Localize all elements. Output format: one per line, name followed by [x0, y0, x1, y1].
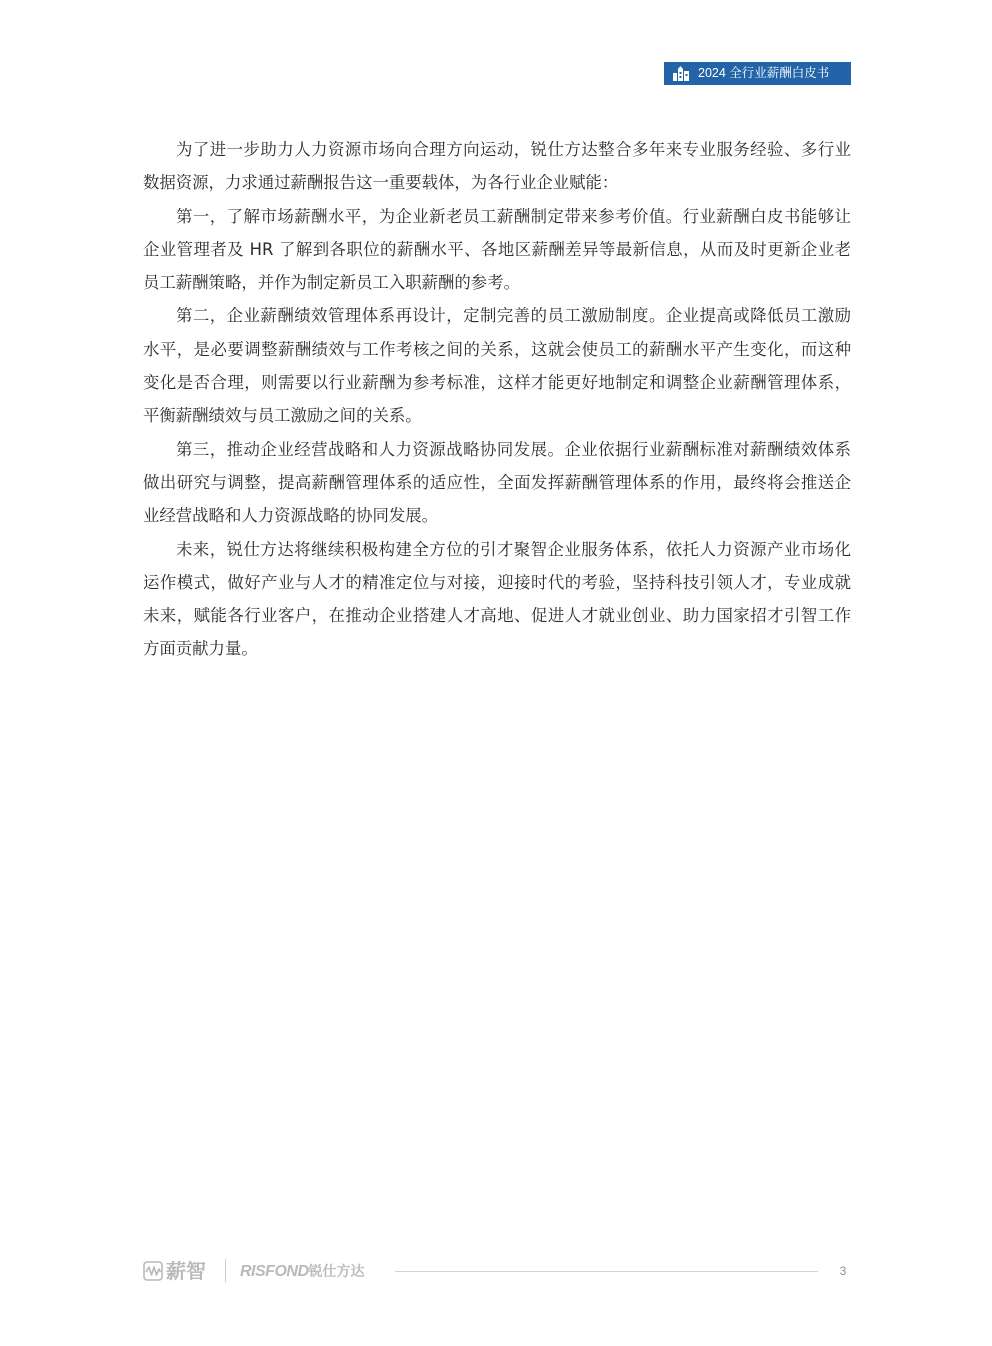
paragraph-line: 业经营战略和人力资源战略的协同发展。 — [143, 506, 439, 526]
paragraph-line: 员工薪酬策略，并作为制定新员工入职薪酬的参考。 — [143, 273, 520, 293]
paragraph — [143, 299, 851, 432]
risfond-logo-cn: 锐仕方达 — [308, 1264, 365, 1280]
footer-divider — [225, 1259, 226, 1282]
paragraph — [143, 133, 851, 200]
waveform-icon — [143, 1261, 163, 1281]
paragraph-line: 未来，锐仕方达将继续积极构建全方位的引才聚智企业服务体系，依托人力资源产业市场化 — [176, 539, 851, 559]
paragraph-line: 数据资源，力求通过薪酬报告这一重要载体，为各行业企业赋能： — [143, 173, 619, 193]
paragraph — [143, 200, 851, 300]
paragraph-line: 未来，赋能各行业客户，在推动企业搭建人才高地、促进人才就业创业、助力国家招才引智工作 — [143, 606, 851, 626]
risfond-logo — [240, 1259, 365, 1283]
paragraph-line: 第二，企业薪酬绩效管理体系再设计，定制完善的员工激励制度。企业提高或降低员工激励 — [176, 306, 851, 326]
paragraph-line: 变化是否合理，则需要以行业薪酬为参考标准，这样才能更好地制定和调整企业薪酬管理体系， — [143, 373, 851, 393]
paragraph — [143, 533, 851, 666]
document-body — [143, 133, 851, 666]
paragraph-line: 为了进一步助力人力资源市场向合理方向运动，锐仕方达整合多年来专业服务经验、多行业 — [176, 140, 851, 159]
footer-rule — [395, 1271, 818, 1272]
paragraph-line: 企业管理者及 HR 了解到各职位的薪酬水平、各地区薪酬差异等最新信息，从而及时更新企业老 — [143, 239, 851, 259]
page-number: 3 — [839, 1264, 847, 1278]
paragraph-line: 第三，推动企业经营战略和人力资源战略协同发展。企业依据行业薪酬标准对薪酬绩效体系 — [176, 439, 851, 459]
paragraph-line: 运作模式，做好产业与人才的精准定位与对接，迎接时代的考验，坚持科技引领人才，专业成就 — [143, 572, 851, 592]
paragraph-line: 平衡薪酬绩效与员工激励之间的关系。 — [143, 406, 422, 426]
paragraph — [143, 433, 851, 533]
xinzhi-logo: 薪智 — [166, 1259, 206, 1283]
header-badge — [664, 62, 851, 85]
risfond-logo-latin: RISFOND — [240, 1263, 309, 1280]
paragraph-line: 方面贡献力量。 — [143, 639, 258, 659]
paragraph-line: 做出研究与调整，提高薪酬管理体系的适应性，全面发挥薪酬管理体系的作用，最终将会推送企 — [143, 472, 851, 492]
paragraph-line: 第一，了解市场薪酬水平，为企业新老员工薪酬制定带来参考价值。行业薪酬白皮书能够让 — [176, 206, 851, 226]
building-chart-icon — [672, 65, 690, 82]
paragraph-line: 水平，是必要调整薪酬绩效与工作考核之间的关系，这就会使员工的薪酬水平产生变化，而这种 — [143, 339, 851, 359]
header-badge-text: 2024 全行业薪酬白皮书 — [698, 66, 830, 80]
